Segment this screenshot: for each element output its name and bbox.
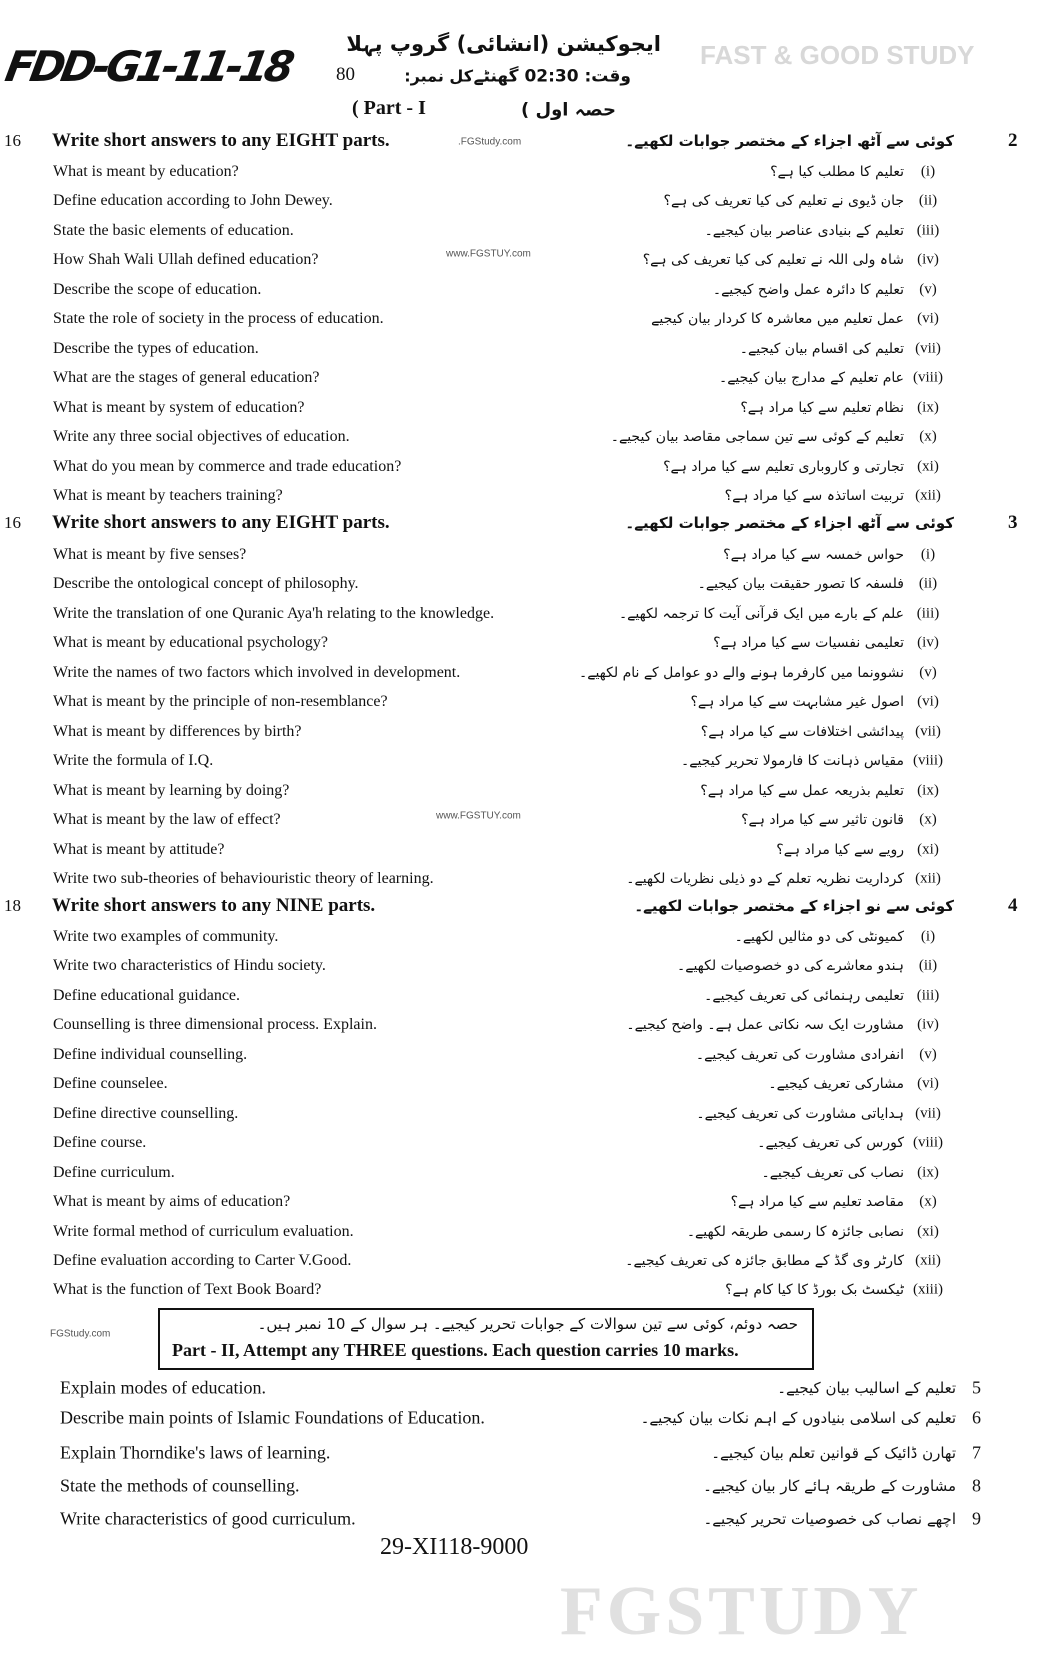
question-part-text: What is meant by attitude? [53,840,225,858]
question-part-text: Write two characteristics of Hindu society. [53,957,326,975]
question-part-urdu: علم کے بارے میں ایک قرآنی آیت کا ترجمہ لکھیے۔ [618,605,904,622]
long-question-text: Describe main points of Islamic Foundations of Education. [60,1407,485,1428]
question-heading: Write short answers to any EIGHT parts. [52,512,390,533]
question-part-number: (x) [919,1193,937,1210]
question-part-text: State the basic elements of education. [53,221,294,239]
watermark-tagline: FAST & GOOD STUDY [700,40,975,70]
question-part-number: (iv) [917,251,939,268]
watermark-text: .FGStudy.com [458,136,522,148]
part-two-instruction: Part - II, Attempt any THREE questions. Each question carries 10 marks. [172,1340,739,1360]
question-part-number: (ii) [918,192,938,209]
question-part-number: (ii) [918,957,938,974]
question-heading-urdu: کوئی سے نو اجزاء کے مختصر جوابات لکھیے۔ [634,897,954,915]
question-part-urdu: تجارتی و کاروباری تعلیم سے کیا مراد ہے؟ [663,458,904,475]
question-part-text: What is meant by teachers training? [53,486,283,504]
question-part-number: (vii) [915,723,941,740]
question-part-urdu: نصابی جائزہ کا رسمی طریقہ لکھیے۔ [686,1223,904,1240]
question-part-text: Define directive counselling. [53,1104,239,1122]
question-part-text: Write any three social objectives of education. [53,428,350,446]
question-part-text: What is meant by education? [53,163,239,180]
question-part-urdu: تعلیم کا دائرہ عمل واضح کیجیے۔ [712,281,904,298]
footer-code: 29-XI118-9000 [380,1534,529,1560]
question-part-urdu: عام تعلیم کے مدارج بیان کیجیے۔ [719,370,904,387]
question-part-text: What is meant by aims of education? [53,1193,291,1211]
long-question-number: 7 [972,1442,981,1463]
question-part-urdu: رویے سے کیا مراد ہے؟ [776,841,904,858]
question-part-text: What is meant by the law of effect? [53,811,281,829]
question-part-urdu: اصول غیر مشابہت سے کیا مراد ہے؟ [690,694,904,711]
question-part-urdu: تعلیم کے کوئی سے تین سماجی مقاصد بیان کیجیے۔ [610,429,904,446]
long-question-urdu: اچھے نصاب کی خصوصیات تحریر کیجیے۔ [703,1510,956,1528]
question-part-number: (ii) [918,575,938,592]
question-part-number: (ix) [917,782,939,799]
question-part-urdu: کورس کی تعریف کیجیے۔ [757,1135,904,1152]
long-question-number: 5 [972,1377,981,1398]
question-part-text: Write formal method of curriculum evaluation. [53,1222,354,1240]
question-part-urdu: تعلیمی نفسیات سے کیا مراد ہے؟ [713,635,904,652]
watermark-text: FGStudy.com [50,1328,111,1340]
question-part-number: (iv) [917,1016,939,1033]
long-question-urdu: مشاورت کے طریقہ ہائے کار بیان کیجیے۔ [703,1477,956,1495]
question-part-urdu: حواس خمسہ سے کیا مراد ہے؟ [723,547,904,563]
question-part-urdu: قانون تاثیر سے کیا مراد ہے؟ [741,812,904,829]
question-part-text: Write two examples of community. [53,928,279,945]
question-part-number: (xii) [915,870,941,887]
question-part-urdu: نشوونما میں کارفرما ہونے والے دو عوامل کے نام لکھیے۔ [579,664,904,681]
long-question-number: 9 [972,1508,981,1529]
question-part-number: (i) [920,546,936,563]
question-part-number: (iv) [917,634,939,651]
question-part-number: (ix) [917,399,939,416]
question-part-text: Define education according to John Dewey. [53,192,333,210]
question-part-number: (v) [919,1046,937,1063]
question-part-number: (iii) [916,222,940,239]
question-part-number: (vi) [917,1075,939,1092]
question-part-urdu: نصاب کی تعریف کیجیے۔ [761,1164,904,1181]
question-part-number: (i) [920,163,936,180]
question-part-urdu: شاہ ولی اللہ نے تعلیم کی کیا تعریف کی ہے؟ [642,252,904,269]
question-part-number: (xi) [917,841,939,857]
handwritten-paper-code: FDD-G1-11-18 [1,42,295,91]
question-part-text: Write two sub-theories of behaviouristic theory of learning. [53,869,434,887]
time-urdu: وقت: 02:30 گھنٹے [473,66,631,87]
question-part-text: What is meant by differences by birth? [53,722,302,740]
question-part-urdu: کمیونٹی کی دو مثالیں لکھیے۔ [734,929,904,945]
question-part-urdu: مشارکی تعریف کیجیے۔ [768,1076,904,1093]
question-part-text: What is meant by educational psychology? [53,634,329,652]
part-one-urdu: حصہ اول ) [521,99,616,121]
question-part-text: How Shah Wali Ullah defined education? [53,251,319,269]
question-part-number: (vi) [917,310,939,327]
question-part-number: (vi) [917,693,939,710]
question-part-text: State the role of society in the process of education. [53,310,384,328]
question-part-urdu: نظام تعلیم سے کیا مراد ہے؟ [740,399,904,416]
long-question-urdu: تعلیم کے اسالیب بیان کیجیے۔ [777,1379,956,1397]
question-part-number: (v) [919,281,937,298]
question-part-number: (xi) [917,1223,939,1239]
long-question-text: State the methods of counselling. [60,1475,300,1496]
question-part-urdu: کرداریت نظریہ تعلم کے دو ذیلی نظریات لکھیے۔ [626,870,904,887]
part-two-instruction-urdu: حصہ دوئم، کوئی سے تین سوالات کے جوابات تحریر کیجیے۔ ہر سوال کے 10 نمبر ہیں۔ [257,1315,798,1333]
question-part-number: (viii) [913,752,943,769]
question-number: 3 [1008,512,1018,533]
question-part-urdu: انفرادی مشاورت کی تعریف کیجیے۔ [695,1046,904,1063]
question-part-text: Describe the ontological concept of philosophy. [53,575,359,593]
long-question-number: 6 [972,1407,981,1428]
question-part-number: (x) [919,811,937,828]
question-part-number: (i) [920,928,936,945]
question-part-text: Define educational guidance. [53,986,241,1004]
question-part-text: What is meant by five senses? [53,546,247,563]
question-part-text: What is the function of Text Book Board? [53,1281,322,1299]
question-part-urdu: ہندو معاشرے کی دو خصوصیات لکھیے۔ [677,958,904,975]
question-heading: Write short answers to any EIGHT parts. [52,130,390,151]
question-part-text: What do you mean by commerce and trade education? [53,457,402,475]
question-part-urdu: مشاورت ایک سہ نکاتی عمل ہے۔ واضح کیجیے۔ [626,1017,904,1034]
question-part-number: (xi) [917,458,939,474]
question-part-urdu: تعلیم بذریعہ عمل سے کیا مراد ہے؟ [700,782,904,799]
question-part-text: What is meant by learning by doing? [53,781,290,799]
subject-title-urdu: ایجوکیشن (انشائی) گروپ پہلا [346,32,661,56]
question-part-urdu: تعلیم کا مطلب کیا ہے؟ [770,164,904,180]
question-number: 4 [1008,895,1018,916]
question-part-urdu: تعلیم کی اقسام بیان کیجیے۔ [739,340,904,357]
question-part-urdu: تربیت اساتذہ سے کیا مراد ہے؟ [724,487,904,504]
question-heading: Write short answers to any NINE parts. [52,895,376,916]
question-part-number: (xii) [915,487,941,504]
long-question-urdu: تھارن ڈائیک کے قوانین تعلم بیان کیجیے۔ [711,1444,956,1462]
part-two-instruction-box [158,1308,814,1370]
question-part-urdu: ہدایاتی مشاورت کی تعریف کیجیے۔ [696,1105,904,1122]
watermark-text: www.FGSTUY.com [446,248,531,260]
question-part-urdu: فلسفہ کا تصور حقیقت بیان کیجیے۔ [697,576,904,593]
question-part-number: (vii) [915,1105,941,1122]
question-part-number: (iii) [916,987,940,1004]
question-part-text: Define evaluation according to Carter V.Good. [53,1251,352,1269]
question-part-number: (xiii) [913,1281,943,1298]
question-part-urdu: ٹیکسٹ بک بورڈ کا کیا کام ہے؟ [725,1282,904,1299]
question-part-text: Define individual counselling. [53,1045,248,1063]
question-marks: 18 [4,896,21,915]
total-marks: 80 [336,64,355,85]
question-part-text: Define counselee. [53,1075,168,1093]
question-marks: 16 [4,513,21,532]
long-question-text: Write characteristics of good curriculum. [60,1508,356,1529]
question-part-text: Define curriculum. [53,1163,175,1181]
question-part-text: What are the stages of general education? [53,369,320,387]
question-part-text: Write the names of two factors which involved in development. [53,663,461,681]
question-part-text: What is meant by system of education? [53,398,305,416]
question-part-number: (ix) [917,1164,939,1181]
watermark-text: www.FGSTUY.com [436,810,521,822]
question-part-urdu: تعلیمی رہنمائی کی تعریف کیجیے۔ [704,987,904,1004]
question-part-number: (v) [919,664,937,681]
question-part-number: (x) [919,428,937,445]
question-part-urdu: مقیاس ذہانت کا فارمولا تحریر کیجیے۔ [681,753,904,770]
question-part-urdu: جان ڈیوی نے تعلیم کی کیا تعریف کی ہے؟ [663,193,904,210]
long-question-text: Explain modes of education. [60,1377,266,1398]
question-part-number: (iii) [916,605,940,622]
question-part-number: (vii) [915,340,941,357]
question-heading-urdu: کوئی سے آٹھ اجزاء کے مختصر جوابات لکھیے۔ [625,514,954,532]
watermark-logo: FGSTUDY [560,1573,923,1650]
question-part-text: Counselling is three dimensional process. Explain. [53,1016,377,1034]
question-part-urdu: تعلیم کے بنیادی عناصر بیان کیجیے۔ [704,222,904,239]
question-part-urdu: عمل تعلیم میں معاشرہ کا کردار بیان کیجیے [651,311,904,328]
long-question-number: 8 [972,1475,981,1496]
marks-label-urdu: کل نمبر: [404,66,473,86]
question-heading-urdu: کوئی سے آٹھ اجزاء کے مختصر جوابات لکھیے۔ [625,132,954,150]
question-part-number: (xii) [915,1252,941,1269]
question-part-urdu: مقاصد تعلیم سے کیا مراد ہے؟ [730,1194,904,1211]
long-question-text: Explain Thorndike's laws of learning. [60,1442,331,1463]
long-question-urdu: تعلیم کی اسلامی بنیادوں کے اہم نکات بیان کیجیے۔ [640,1409,956,1427]
question-part-number: (viii) [913,369,943,386]
question-part-text: What is meant by the principle of non-resemblance? [53,693,388,711]
part-one-label: ( Part - I [352,97,426,119]
question-number: 2 [1008,130,1018,151]
question-part-text: Write the translation of one Quranic Aya'h relating to the knowledge. [53,604,495,622]
question-part-text: Define course. [53,1134,147,1152]
question-marks: 16 [4,131,21,150]
question-part-text: Describe the scope of education. [53,280,262,298]
question-part-urdu: کارٹر وی گڈ کے مطابق جائزہ کی تعریف کیجیے۔ [625,1252,904,1269]
question-part-number: (viii) [913,1134,943,1151]
question-part-urdu: پیدائشی اختلافات سے کیا مراد ہے؟ [700,723,904,740]
question-part-text: Write the formula of I.Q. [53,752,214,770]
question-part-text: Describe the types of education. [53,339,259,357]
